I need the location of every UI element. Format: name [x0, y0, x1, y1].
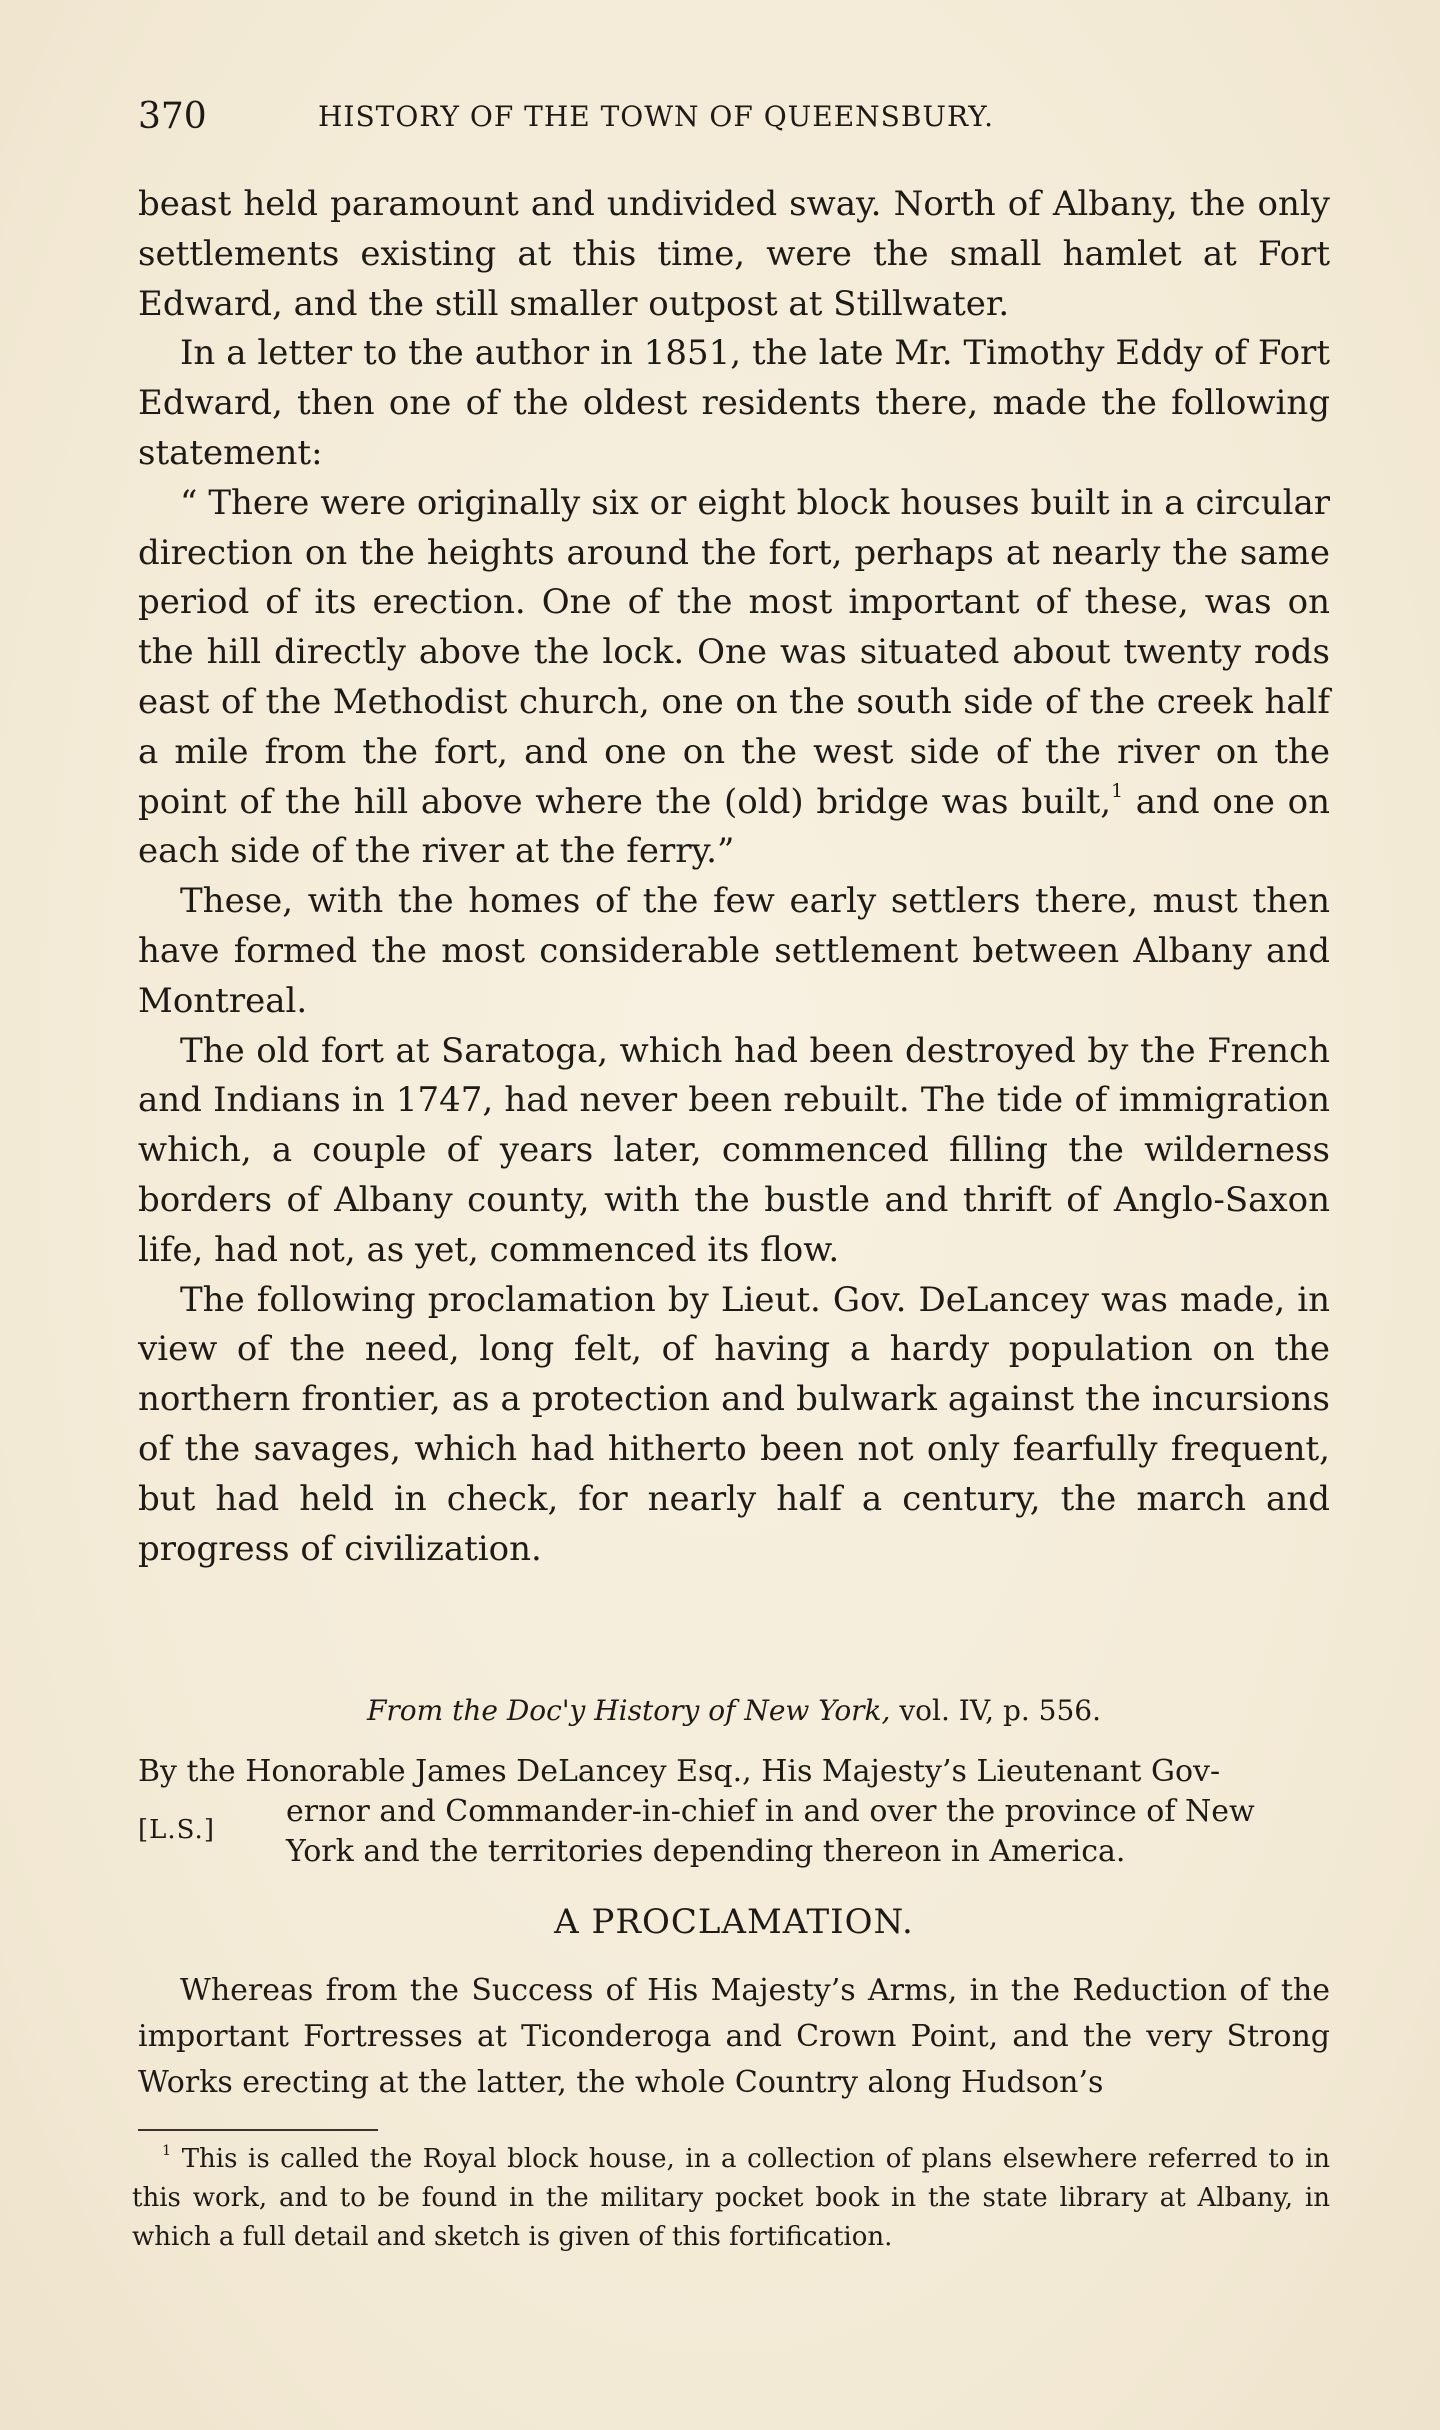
- paragraph-1: beast held paramount and undivided sway. North of Albany, the only settlements existing at this time, were the small hamlet at Fort Edward, and the still smaller outpost at Stillwater.: [138, 184, 1330, 324]
- source-title: From the Doc'y History of New York,: [366, 1694, 891, 1727]
- page-header: [138, 96, 1328, 146]
- proclamation-byline: [138, 1752, 1330, 1872]
- footnote-text: This is called the Royal block house, in a collection of plans elsewhere referred to in this work, and to be found in the military pocket book in the state library at Albany, in which a full detail and sketch is given of this fortification.: [132, 2144, 1330, 2252]
- source-volume: vol. IV, p. 556.: [890, 1694, 1102, 1727]
- main-text: [138, 180, 1330, 1574]
- footnote-marker: 1: [162, 2142, 172, 2159]
- footnote-reference: 1: [1111, 780, 1124, 802]
- seal-mark: [L.S.]: [138, 1815, 215, 1845]
- paragraph-5: The old fort at Saratoga, which had been destroyed by the French and Indians in 1747, had never been rebuilt. The tide of immigration which, a couple of years later, commenced filling the wilderness borders of Albany county, with the bustle and thrift of Anglo-Saxon life, had not, as yet, commenced its flow.: [138, 1030, 1330, 1270]
- footnote: [132, 2140, 1330, 2257]
- source-citation: [138, 1694, 1330, 1727]
- paragraph-3-quote: [138, 479, 1330, 877]
- running-head: HISTORY OF THE TOWN OF QUEENSBURY.: [318, 100, 994, 133]
- paragraph-6: The following proclamation by Lieut. Gov. DeLancey was made, in view of the need, long felt, of having a hardy population on the northern frontier, as a protection and bulwark against the incursions of the savages, which had hitherto been not only fearfully frequent, but had held in check, for nearly half a century, the march and progress of civilization.: [138, 1279, 1330, 1569]
- paragraph-4: These, with the homes of the few early settlers there, must then have formed the most considerable settlement between Albany and Montreal.: [138, 881, 1330, 1021]
- quote-text-part-2: and one on each side of the river at the ferry.”: [138, 781, 1330, 872]
- page-number: 370: [138, 96, 207, 137]
- byline-rest: [138, 1792, 1330, 1872]
- footnote-divider: [138, 2129, 378, 2131]
- byline-first-line: By the Honorable James DeLancey Esq., His Majesty’s Lieutenant Gov-: [138, 1754, 1221, 1789]
- byline-rest-text: ernor and Commander-in-chief in and over the province of New York and the territories depending thereon in America.: [286, 1794, 1255, 1869]
- paragraph-2: In a letter to the author in 1851, the late Mr. Timothy Eddy of Fort Edward, then one of the oldest residents there, made the following statement:: [138, 333, 1330, 473]
- quote-text-part-1: “ There were originally six or eight block houses built in a circular direction on the heights around the fort, perhaps at nearly the same period of its erection. One of the most important of these, was on the hill directly above the lock. One was situated about twenty rods east of the Methodist church, one on the south side of the creek half a mile from the fort, and one on the west side of the river on the point of the hill above where the (old) bridge was built,: [138, 482, 1330, 822]
- proclamation-title: A PROCLAMATION.: [554, 1902, 914, 1942]
- proclamation-text: Whereas from the Success of His Majesty’s Arms, in the Reduction of the important Fortresses at Ticonderoga and Crown Point, and the very Strong Works erecting at the latter, the whole Country along Hudson’s: [138, 1973, 1330, 2100]
